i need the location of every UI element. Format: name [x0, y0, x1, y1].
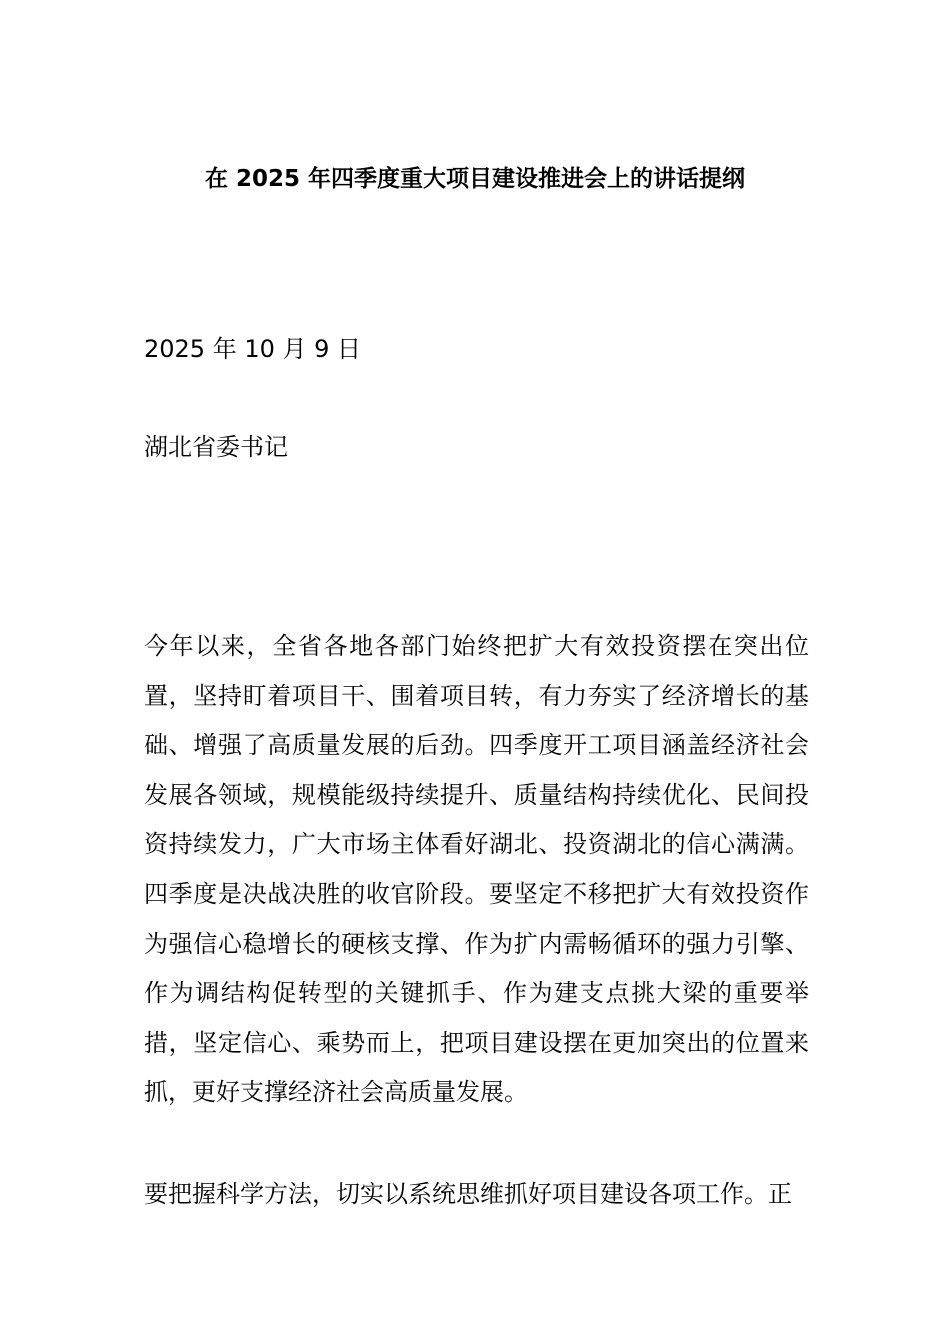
document-date: 2025 年 10 月 9 日 — [144, 335, 362, 363]
document-author: 湖北省委书记 — [144, 433, 288, 461]
document-title: 在 2025 年四季度重大项目建设推进会上的讲话提纲 — [204, 166, 746, 192]
body-paragraph: 今年以来，全省各地各部门始终把扩大有效投资摆在突出位置，坚持盯着项目干、围着项目转，有力夯实了经济增长的基础、增强了高质量发展的后劲。四季度开工项目涵盖经济社会发展各领域，规模能级持续提升、质量结构持续优化、民间投资持续发力，广大市场主体看好湖北、投资湖北的信心满满。四季度是决战决胜的收官阶段。要坚定不移把扩大有效投资作为强信心稳增长的硬核支撑、作为扩内需畅循环的强力引擎、作为调结构促转型的关键抓手、作为建支点挑大梁的重要举措，坚定信心、乘势而上，把项目建设摆在更加突出的位置来抓，更好支撑经济社会高质量发展。 — [144, 632, 809, 1107]
body-paragraph: 要把握科学方法，切实以系统思维抓好项目建设各项工作。正 — [144, 1180, 792, 1208]
